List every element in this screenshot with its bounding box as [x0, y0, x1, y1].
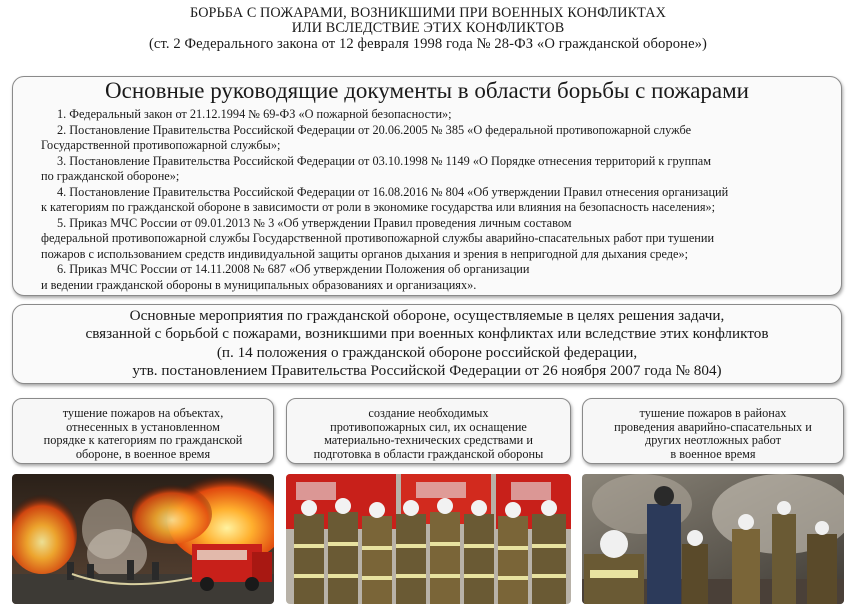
card-line: подготовка в области гражданской обороны: [313, 446, 544, 461]
card-line: тушение пожаров в районах: [639, 406, 787, 420]
measure-card-rescue-areas: [582, 398, 844, 464]
measure-card-text: [287, 407, 570, 461]
firefighter-crew-lineup-photo: [286, 474, 571, 604]
card-line: в военное время: [670, 446, 756, 461]
document-item: 2. Постановление Правительства Российской Федерации от 20.06.2005 № 385 «О федеральной противопожарной службе: [57, 122, 692, 137]
document-item-continuation: к категориям по гражданской обороне в зависимости от роли в экономике государства или влияния на безопасность населения»;: [41, 200, 716, 214]
header-title-line-2: ИЛИ ВСЛЕДСТВИЕ ЭТИХ КОНФЛИКТОВ: [291, 20, 565, 36]
card-line: создание необходимых: [368, 406, 489, 420]
rescue-operation-illustration: [582, 474, 844, 604]
card-line: других неотложных работ: [644, 433, 782, 448]
measure-card-text: [583, 407, 843, 461]
card-line: отнесенных в установленном: [66, 419, 220, 434]
crew-lineup-illustration: [286, 474, 571, 604]
measures-line-4: утв. постановлением Правительства Российской Федерации от 26 ноября 2007 года № 804): [132, 362, 722, 379]
document-item-continuation: федеральной противопожарной службы Государственной противопожарной службы аварийно-спасательных работ при тушении: [41, 231, 715, 245]
measures-panel: [12, 304, 842, 384]
rescue-operation-photo: [582, 474, 844, 604]
card-line: обороне, в военное время: [75, 446, 211, 461]
documents-list: [41, 107, 841, 293]
measures-line-1: Основные мероприятия по гражданской обороне, осуществляемые в целях решения задачи,: [129, 307, 725, 324]
measure-card-text: [13, 407, 273, 461]
document-item-continuation: пожаров с использованием средств индивидуальной защиты органов дыхания и зрения в непригодной для дыхания среде»;: [41, 246, 689, 261]
document-item: 4. Постановление Правительства Российской Федерации от 16.08.2016 № 804 «Об утверждении Правил отнесения организаций: [57, 184, 729, 199]
document-item: 6. Приказ МЧС России от 14.11.2008 № 687 «Об утверждении Положения об организации: [57, 262, 530, 276]
fire-scene-illustration: [12, 474, 274, 604]
firefighters-extinguishing-fire-photo: [12, 474, 274, 604]
measure-card-firefighting-objects: [12, 398, 274, 464]
card-line: порядке к категориям по гражданской: [43, 433, 243, 448]
documents-panel: [12, 76, 842, 296]
document-item: 5. Приказ МЧС России от 09.01.2013 № 3 «Об утверждении Правил проведения личным составом: [57, 215, 572, 230]
documents-panel-title: Основные руководящие документы в области борьбы с пожарами: [105, 78, 749, 103]
measure-card-forces-creation: [286, 398, 571, 464]
header-subtitle: (ст. 2 Федерального закона от 12 февраля 1998 года № 28-ФЗ «О гражданской обороне»): [148, 36, 708, 52]
card-line: материально-технических средствами и: [324, 433, 533, 448]
document-item-continuation: по гражданской обороне»;: [41, 169, 180, 183]
document-item-continuation: Государственной противопожарной службы»;: [41, 138, 281, 152]
measures-line-3: (п. 14 положения о гражданской обороне российской федерации,: [216, 344, 638, 361]
page-header: [0, 6, 856, 53]
card-line: тушение пожаров на объектах,: [62, 406, 224, 420]
measures-line-2: связанной с борьбой с пожарами, возникшими при военных конфликтах или вследствие этих конфликтов: [85, 325, 769, 342]
document-item: 3. Постановление Правительства Российской Федерации от 03.10.1998 № 1149 «О Порядке отнесения территорий к группам: [57, 153, 712, 168]
card-line: проведения аварийно-спасательных и: [614, 419, 812, 434]
document-item-continuation: и ведении гражданской обороны в муниципальных образованиях и организациях».: [41, 277, 477, 292]
document-item: 1. Федеральный закон от 21.12.1994 № 69-ФЗ «О пожарной безопасности»;: [57, 107, 452, 121]
card-line: противопожарных сил, их оснащение: [330, 419, 527, 434]
header-title-line-1: БОРЬБА С ПОЖАРАМИ, ВОЗНИКШИМИ ПРИ ВОЕННЫХ КОНФЛИКТАХ: [190, 5, 666, 21]
